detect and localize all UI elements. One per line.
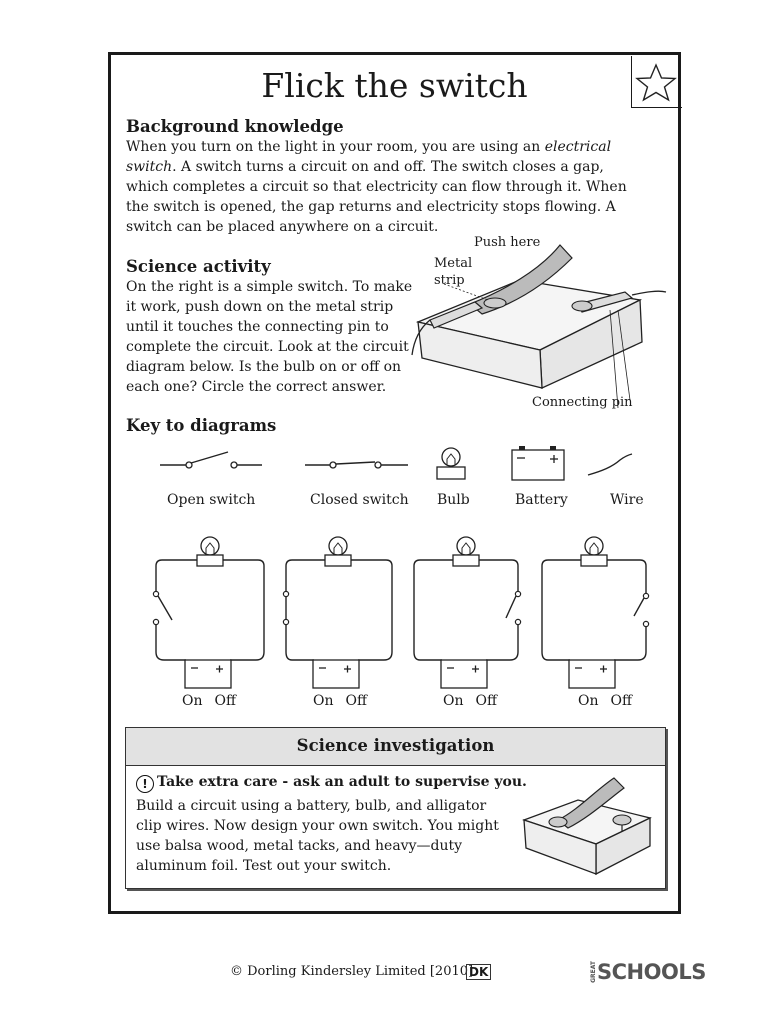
push-here-label: Push here (474, 235, 541, 250)
investigation-text: Build a circuit using a battery, bulb, and alligator clip wires. Now design your own switch. You might use balsa wood, metal tacks, and heavy—duty aluminum foil. Test out your switch. (136, 798, 499, 874)
circuit-2 (283, 537, 392, 688)
warning-text: Take extra care - ask an adult to supervise you. (157, 774, 527, 790)
dk-logo: DK (466, 964, 491, 980)
on-option[interactable]: On (182, 693, 203, 709)
activity-text: On the right is a simple switch. To make it work, push down on the metal strip until it touches the connecting pin to complete the circuit. Look at the circuit diagram below. Is the bulb on or off on each one? Circle the correct answer. (126, 279, 413, 395)
circuit-2-answer (313, 693, 367, 709)
key-label-wire: Wire (610, 492, 644, 508)
key-symbols (150, 445, 650, 485)
off-option[interactable]: Off (475, 693, 497, 709)
on-option[interactable]: On (313, 693, 334, 709)
key-label-battery: Battery (515, 492, 568, 508)
open-switch-symbol (160, 452, 262, 468)
circuit-4 (542, 537, 649, 688)
off-option[interactable]: Off (214, 693, 236, 709)
activity-heading: Science activity (126, 257, 271, 276)
metal-strip-label: Metal (434, 256, 473, 271)
homemade-switch-illustration (518, 770, 658, 880)
bulb-symbol (437, 448, 465, 479)
wire-symbol (588, 454, 632, 475)
investigation-heading: Science investigation (126, 728, 665, 766)
circuit-4-answer (578, 693, 632, 709)
closed-switch-symbol (305, 462, 408, 468)
exclamation-icon: ! (136, 775, 154, 793)
battery-symbol (512, 446, 564, 480)
safety-warning (136, 774, 527, 793)
metal-strip-label-2: strip (434, 273, 465, 288)
greatschools-logo: GREATSCHOOLS (590, 960, 706, 984)
circuit-3-answer (443, 693, 497, 709)
key-heading: Key to diagrams (126, 416, 277, 435)
circuit-1-answer (182, 693, 236, 709)
off-option[interactable]: Off (610, 693, 632, 709)
connecting-pin-label: Connecting pin (532, 395, 633, 410)
key-label-closed-switch: Closed switch (310, 492, 409, 508)
circuit-3 (414, 537, 521, 688)
copyright-footer: © Dorling Kindersley Limited [2010] (230, 964, 474, 979)
investigation-box (125, 727, 666, 889)
off-option[interactable]: Off (345, 693, 367, 709)
on-option[interactable]: On (443, 693, 464, 709)
background-text: When you turn on the light in your room, you are using an electrical switch. A switch turns a circuit on and off. The switch closes a gap, which completes a circuit so that electricity can flow through it. When the switch is opened, the gap returns and electricity stops flowing. A switch can be placed anywhere on a circuit. (126, 139, 627, 235)
key-label-open-switch: Open switch (167, 492, 256, 508)
page-title: Flick the switch (261, 66, 528, 105)
on-option[interactable]: On (578, 693, 599, 709)
circuit-diagrams (150, 532, 660, 692)
background-heading: Background knowledge (126, 117, 344, 136)
key-label-bulb: Bulb (437, 492, 470, 508)
circuit-1 (153, 537, 264, 688)
